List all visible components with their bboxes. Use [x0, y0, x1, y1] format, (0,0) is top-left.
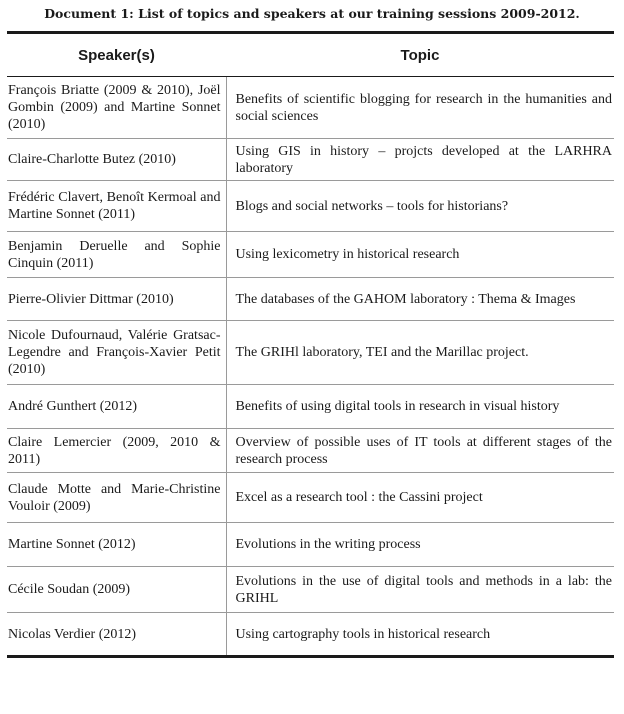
speaker-cell: Cécile Soudan (2009) [7, 567, 226, 613]
speaker-cell: Claire-Charlotte Butez (2010) [7, 139, 226, 181]
topics-speakers-table [7, 31, 614, 658]
speaker-cell: Martine Sonnet (2012) [7, 523, 226, 567]
topic-cell: Blogs and social networks – tools for historians? [226, 181, 614, 232]
topic-cell: The databases of the GAHOM laboratory : Thema & Images [226, 278, 614, 321]
speaker-cell: François Briatte (2009 & 2010), Joël Gombin (2009) and Martine Sonnet (2010) [7, 77, 226, 139]
table-row [7, 523, 614, 567]
speaker-cell: Nicolas Verdier (2012) [7, 613, 226, 657]
topic-cell: Evolutions in the writing process [226, 523, 614, 567]
document-title: Document 1: List of topics and speakers at our training sessions 2009-2012. [44, 6, 580, 21]
table-header-row [7, 33, 614, 77]
topic-cell: Overview of possible uses of IT tools at different stages of the research process [226, 429, 614, 473]
topic-cell: Using cartography tools in historical research [235, 626, 491, 642]
speaker-column-header: Speaker(s) [7, 33, 226, 77]
speaker-cell: Claire Lemercier (2009, 2010 & 2011) [7, 429, 226, 473]
topic-cell: Evolutions in the use of digital tools and methods in a lab: the GRIHL [226, 567, 614, 613]
table-row [7, 278, 614, 321]
table-row [7, 77, 614, 139]
speaker-cell: Claude Motte and Marie-Christine Vouloir (2009) [7, 473, 226, 523]
table-row [7, 613, 614, 657]
table-row [7, 473, 614, 523]
table-row [7, 232, 614, 278]
speaker-cell: Benjamin Deruelle and Sophie Cinquin (2011) [7, 232, 226, 278]
speaker-cell: Nicole Dufournaud, Valérie Gratsac-Legendre and François-Xavier Petit (2010) [7, 321, 226, 385]
table-row [7, 429, 614, 473]
topic-cell: Benefits of using digital tools in research in visual history [226, 385, 614, 429]
table-row [7, 321, 614, 385]
topic-cell: Benefits of scientific blogging for research in the humanities and social sciences [226, 77, 614, 139]
table-row [7, 139, 614, 181]
topic-cell: The GRIHl laboratory, TEI and the Marillac project. [226, 321, 614, 385]
speaker-cell: Pierre-Olivier Dittmar (2010) [7, 278, 226, 321]
speaker-cell: André Gunthert (2012) [7, 385, 226, 429]
table-row [7, 181, 614, 232]
topic-column-header: Topic [226, 33, 614, 77]
speaker-cell: Frédéric Clavert, Benoît Kermoal and Martine Sonnet (2011) [7, 181, 226, 232]
table-row [7, 567, 614, 613]
topic-cell: Excel as a research tool : the Cassini project [226, 473, 614, 523]
topic-cell: Using lexicometry in historical research [226, 232, 614, 278]
topic-cell: Using GIS in history – projcts developed at the LARHRA laboratory [226, 139, 614, 181]
table-row [7, 385, 614, 429]
